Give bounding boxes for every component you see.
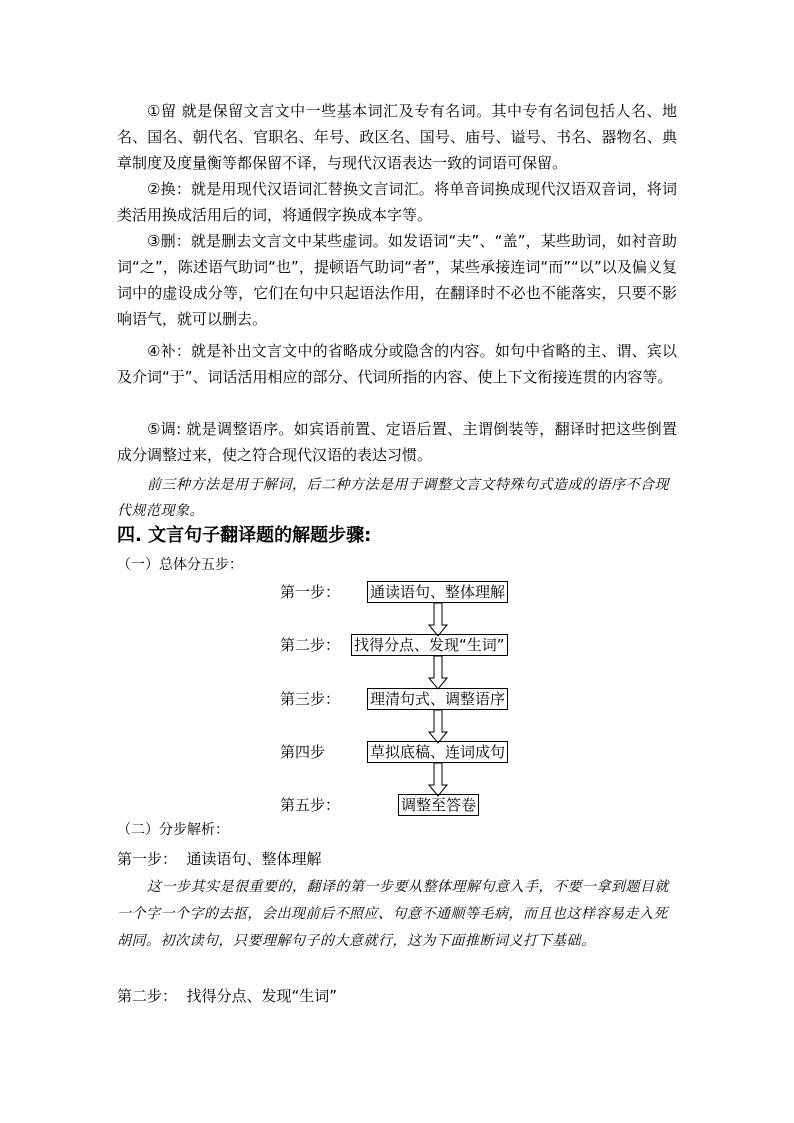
flow-step-label: 第二步： (280, 636, 341, 654)
down-arrow-icon (428, 710, 448, 744)
section-heading: 四. 文言句子翻译题的解题步骤: (117, 525, 372, 546)
subheading-step-analysis: （二）分步解析： (117, 822, 229, 838)
flow-step-label: 第四步 (280, 743, 326, 761)
subheading-overall-steps: （一）总体分五步： (117, 557, 243, 573)
flow-step-box: 通读语句、整体理解 (367, 581, 508, 603)
paragraph-adjust: ⑤调: 就是调整语序。如宾语前置、定语后置、主谓倒装等，翻译时把这些倒置成分调整过来，使之符合现代汉语的表达习惯。 (117, 420, 677, 464)
flow-step-box: 找得分点、发现“生词” (351, 634, 508, 656)
flow-step-label: 第五步： (280, 796, 341, 814)
step1-explanation: 这一步其实是很重要的，翻译的第一步要从整体理解句意入手，不要一拿到题目就一个字一个字的去抠，会出现前后不照应、句意不通顺等毛病，而且也这样容易走入死胡同。初次读句，只要理解句子的大意就行，这为下面推断词义打下基础。 (117, 879, 669, 949)
paragraph-supplement: ④补：就是补出文言文中的省略成分或隐含的内容。如句中省略的主、谓、宾以及介词“于”、词话活用相应的部分、代词所指的内容、使上下文衔接连贯的内容等。 (117, 342, 677, 386)
flow-step-box: 草拟底稿、连词成句 (367, 741, 508, 763)
paragraph-delete: ③删：就是删去文言文中某些虚词。如发语词“夫”、“盖”，某些助词，如衬音助词“之”，陈述语气助词“也”，提顿语气助词“者”，某些承接连词“而”“以”以及偏义复词中的虚设成分等，它们在句中只起语法作用，在翻译时不必也不能落实，只要不影响语气，就可以删去。 (117, 232, 677, 328)
down-arrow-icon (428, 656, 448, 690)
paragraph-keep: ①留 就是保留文言文中一些基本词汇及专有名词。其中专有名词包括人名、地名、国名、朝代名、官职名、年号、政区名、国号、庙号、谥号、书名、器物名、典章制度及度量衡等都保留不译，与现代汉语表达一致的词语可保留。 (117, 102, 677, 172)
flow-step-label: 第三步： (280, 690, 341, 708)
down-arrow-icon (428, 603, 448, 637)
down-arrow-icon (428, 763, 448, 797)
method-note: 前三种方法是用于解词，后二种方法是用于调整文言文特殊句式造成的语序不合现代规范现象。 (117, 477, 669, 519)
step2-title: 第二步： 找得分点、发现“生词” (117, 987, 338, 1005)
flow-step-box: 理清句式、调整语序 (367, 688, 508, 710)
step1-title: 第一步： 通读语句、整体理解 (117, 850, 322, 868)
flow-step-box: 调整至答卷 (398, 794, 479, 816)
flow-step-label: 第一步： (280, 583, 341, 601)
paragraph-replace: ②换：就是用现代汉语词汇替换文言词汇。将单音词换成现代汉语双音词，将词类活用换成活用后的词，将通假字换成本字等。 (117, 180, 677, 224)
